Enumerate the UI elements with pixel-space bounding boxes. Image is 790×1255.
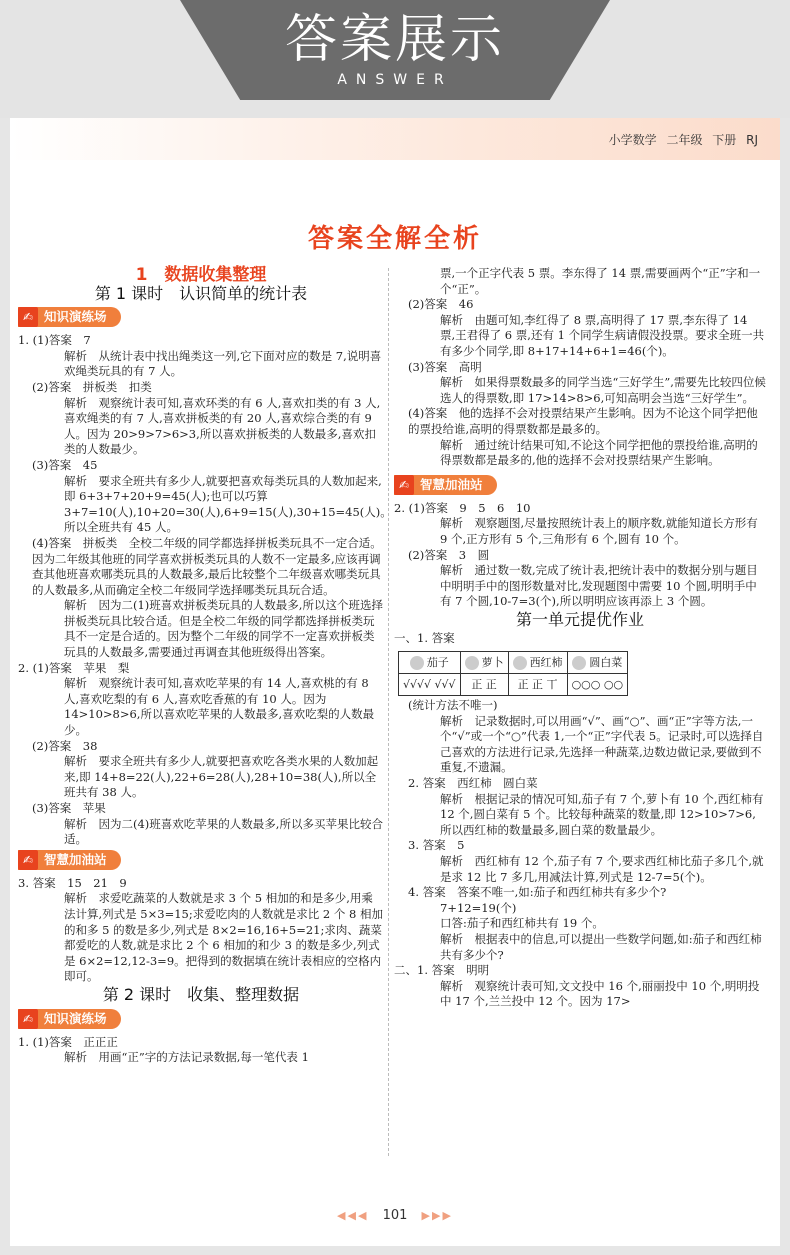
answer-line: (4)答案 拼板类 全校二年级的同学都选择拼板类玩具不一定合适。因为二年级其他班的同学喜欢拼板类玩具的人数不一定最多,应该再调查其他班喜欢哪类玩具的人数最多,最后比较整个二年级喜欢哪类玩具的人数最多,从而确定全校二年级同学选择哪类玩具玩合适。 (32, 535, 382, 597)
answer-line: (3)答案 高明 (408, 359, 482, 374)
analysis-line: 解析 记录数据时,可以用画“√”、画“○”、画“正”字等方法,一个“√”或一个“○”代表 1,一个“正”字代表 5。记录时,可以选择自己喜欢的方法进行记录,先选择一种蔬菜,边数边做记录,要做到不重复,不遗漏。 (440, 713, 764, 775)
answer-block (18, 1035, 384, 1066)
analysis-line: 解析 求爱吃蔬菜的人数就是求 3 个 5 相加的和是多少,用乘法计算,列式是 5×3=15;求爱吃肉的人数就是求比 2 个 8 相加的和多 5 的数是多少,列式是 8×2=16,16+5=21;求肉、蔬菜都爱吃的人数,就是求比 2 个 6 相加的和少 3 的数是多少,列式是 6×2=12,12-3=9。把得到的数据填在统计表相应的空格内即可。 (64, 891, 383, 984)
table-header: 萝卜 (460, 652, 508, 674)
section-tag-icon: ✍ (18, 1009, 38, 1029)
oral-answer-line: 口答:茄子和西红柿共有 19 个。 (440, 916, 604, 931)
radish-icon (465, 656, 479, 670)
column-divider (388, 268, 389, 1156)
answer-page (10, 118, 780, 1246)
section-tag-icon: ✍ (18, 850, 38, 870)
lesson-title: 第 1 课时 认识简单的统计表 (94, 283, 308, 303)
note-line: (统计方法不唯一) (408, 698, 498, 713)
table-header: 西红柿 (508, 652, 567, 674)
table-cell: √√√√ √√√ (399, 674, 461, 696)
answer-block (18, 333, 392, 848)
section-tag: ✍ 智慧加油站 (394, 475, 497, 495)
analysis-line: 解析 因为二(1)班喜欢拼板类玩具的人数最多,所以这个班选择拼板类玩具比较合适。但是全校二年级的同学都选择拼板类玩具不一定是合适的。因为整个二年级的同学不一定喜欢拼板类玩具的人数最多,需要通过再调查其他班级得出答案。 (64, 598, 383, 660)
answer-line: 1. (1)答案 7 (18, 333, 91, 348)
lesson-title: 第 2 课时 收集、整理数据 (102, 984, 300, 1004)
answer-line: 3. 答案 5 (408, 838, 465, 853)
analysis-line: 票,一个正字代表 5 票。李东得了 14 票,需要画两个“正”字和一个“正”。 (440, 266, 761, 296)
analysis-line: 解析 观察统计表可知,喜欢环类的有 6 人,喜欢扣类的有 3 人,喜欢绳类的有 7 人,喜欢拼板类的有 20 人,喜欢综合类的有 9 人。因为 20>9>7>6>3,所以喜欢拼板类的人数最多,喜欢扣类的人数最少。 (64, 395, 381, 457)
answer-line: (2)答案 46 (408, 297, 474, 312)
next-arrows-icon: ▶▶▶ (421, 1209, 453, 1222)
answer-line: 2. 答案 西红柿 圆白菜 (408, 776, 538, 791)
answer-block (394, 266, 766, 469)
banner-title: 答案展示 (284, 10, 505, 70)
tomato-icon (513, 656, 527, 670)
analysis-line: 解析 观察统计表可知,喜欢吃苹果的有 14 人,喜欢桃的有 8 人,喜欢吃梨的有 6 人,喜欢吃香蕉的有 10 人。因为 14>10>8>6,所以喜欢吃苹果的人数最多,喜欢吃梨的人数最少。 (64, 676, 375, 738)
page-header (10, 118, 780, 160)
section-tag-icon: ✍ (18, 307, 38, 327)
analysis-line: 解析 西红柿有 12 个,茄子有 7 个,要求西红柿比茄子多几个,就是求 12 比 7 多几,用减法计算,列式是 12-7=5(个)。 (440, 854, 764, 884)
table-header: 圆白菜 (567, 652, 628, 674)
right-column (394, 266, 766, 1010)
analysis-line: 解析 根据表中的信息,可以提出一些数学问题,如:茄子和西红柿共有多少个? (440, 931, 762, 962)
analysis-line: 解析 如果得票数最多的同学当选“三好学生”,需要先比较四位候选人的得票数,即 17>14>8>6,可知高明会当选“三好学生”。 (440, 375, 766, 405)
analysis-line: 解析 根据记录的情况可知,茄子有 7 个,萝卜有 10 个,西红柿有 12 个,圆白菜有 5 个。比较每种蔬菜的数量,即 12>10>7>6,所以西红柿的数量最多,圆白菜的数量最少。 (440, 791, 764, 837)
eggplant-icon (410, 656, 424, 670)
section-tag-icon: ✍ (394, 475, 414, 495)
analysis-line: 解析 通过数一数,完成了统计表,把统计表中的数据分别与题目中明明手中的图形数量对比,发现题图中需要 10 个圆,明明手中有 7 个圆,10-7=3(个),所以明明应该再添上 3 个圆。 (440, 563, 758, 609)
analysis-line: 解析 由题可知,李红得了 8 票,高明得了 17 票,李东得了 14 票,王君得了 6 票,还有 1 个同学生病请假没投票。要求全班一共有多少个同学,即 8+17+14+6+1=46(个)。 (440, 312, 765, 358)
answer-line: (3)答案 45 (32, 457, 98, 472)
section-tag: ✍ 知识演练场 (18, 1009, 121, 1029)
table-header: 茄子 (399, 652, 461, 674)
answer-line: (2)答案 38 (32, 738, 98, 753)
answer-line: 4. 答案 答案不唯一,如:茄子和西红柿共有多少个? (408, 885, 667, 900)
section-tag: ✍ 知识演练场 (18, 307, 121, 327)
answer-line: (2)答案 3 圆 (408, 547, 490, 562)
analysis-line: 解析 观察题图,尽量按照统计表上的顺序数,就能知道长方形有 9 个,正方形有 5 个,三角形有 6 个,圆有 10 个。 (440, 516, 758, 546)
answer-line: 1. (1)答案 正正正 (18, 1034, 118, 1049)
table-cell: 正 正 丅 (508, 674, 567, 696)
answer-block (394, 501, 766, 610)
analysis-line: 解析 要求全班共有多少人,就要把喜欢每类玩具的人数加起来,即 6+3+7+20+9=45(人);也可以巧算3+7=10(人),10+20=30(人),6+9=15(人),30+15=45(人)。所以全班共有 45 人。 (64, 473, 392, 535)
answer-line: 2. (1)答案 9 5 6 10 (394, 500, 531, 515)
answer-line: (3)答案 苹果 (32, 801, 106, 815)
page-footer (10, 1208, 780, 1223)
homework-title: 第一单元提优作业 (515, 609, 644, 629)
answer-line: 2. (1)答案 苹果 梨 (18, 660, 130, 675)
tally-table (398, 651, 628, 696)
answer-line: 一、1. 答案 (394, 631, 455, 646)
section-tag: ✍ 智慧加油站 (18, 850, 121, 870)
answer-line: (4)答案 他的选择不会对投票结果产生影响。因为不论这个同学把他的票投给谁,高明的得票数都是最多的。 (408, 406, 758, 436)
page-number: 101 (382, 1208, 408, 1223)
answer-block (18, 876, 384, 985)
calc-line: 7+12=19(个) (440, 900, 517, 915)
page-title: 答案全解全析 (307, 224, 482, 254)
banner (0, 0, 790, 118)
banner-subtitle: ANSWER (337, 72, 453, 88)
table-cell: 正 正 (460, 674, 508, 696)
answer-line: (2)答案 拼板类 扣类 (32, 379, 152, 394)
cabbage-icon (572, 656, 586, 670)
answer-block (394, 698, 766, 1010)
answer-line: 3. 答案 15 21 9 (18, 875, 127, 890)
prev-arrows-icon: ◀◀◀ (337, 1209, 369, 1222)
analysis-line: 解析 要求全班共有多少人,就要把喜欢吃各类水果的人数加起来,即 14+8=22(人),22+6=28(人),28+10=38(人),所以全班共有 38 人。 (64, 754, 379, 800)
unit-title: 1 数据收集整理 (135, 265, 267, 285)
left-column (18, 265, 392, 1066)
book-info: 小学数学 二年级 下册 RJ (608, 133, 758, 147)
analysis-line: 解析 观察统计表可知,文文投中 16 个,丽丽投中 10 个,明明投中 17 个,兰兰投中 12 个。因为 17> (440, 978, 760, 1009)
analysis-line: 解析 因为二(4)班喜欢吃苹果的人数最多,所以多买苹果比较合适。 (64, 816, 383, 847)
analysis-line: 解析 从统计表中找出绳类这一列,它下面对应的数是 7,说明喜欢绳类玩具的有 7 人。 (64, 348, 382, 379)
analysis-line: 解析 用画“正”字的方法记录数据,每一笔代表 1 (64, 1050, 309, 1065)
analysis-line: 解析 通过统计结果可知,不论这个同学把他的票投给谁,高明的得票数都是最多的,他的选择不会对投票结果产生影响。 (440, 437, 758, 468)
table-cell: ○○○ ○○ (567, 674, 628, 696)
answer-line: 二、1. 答案 明明 (394, 963, 490, 978)
